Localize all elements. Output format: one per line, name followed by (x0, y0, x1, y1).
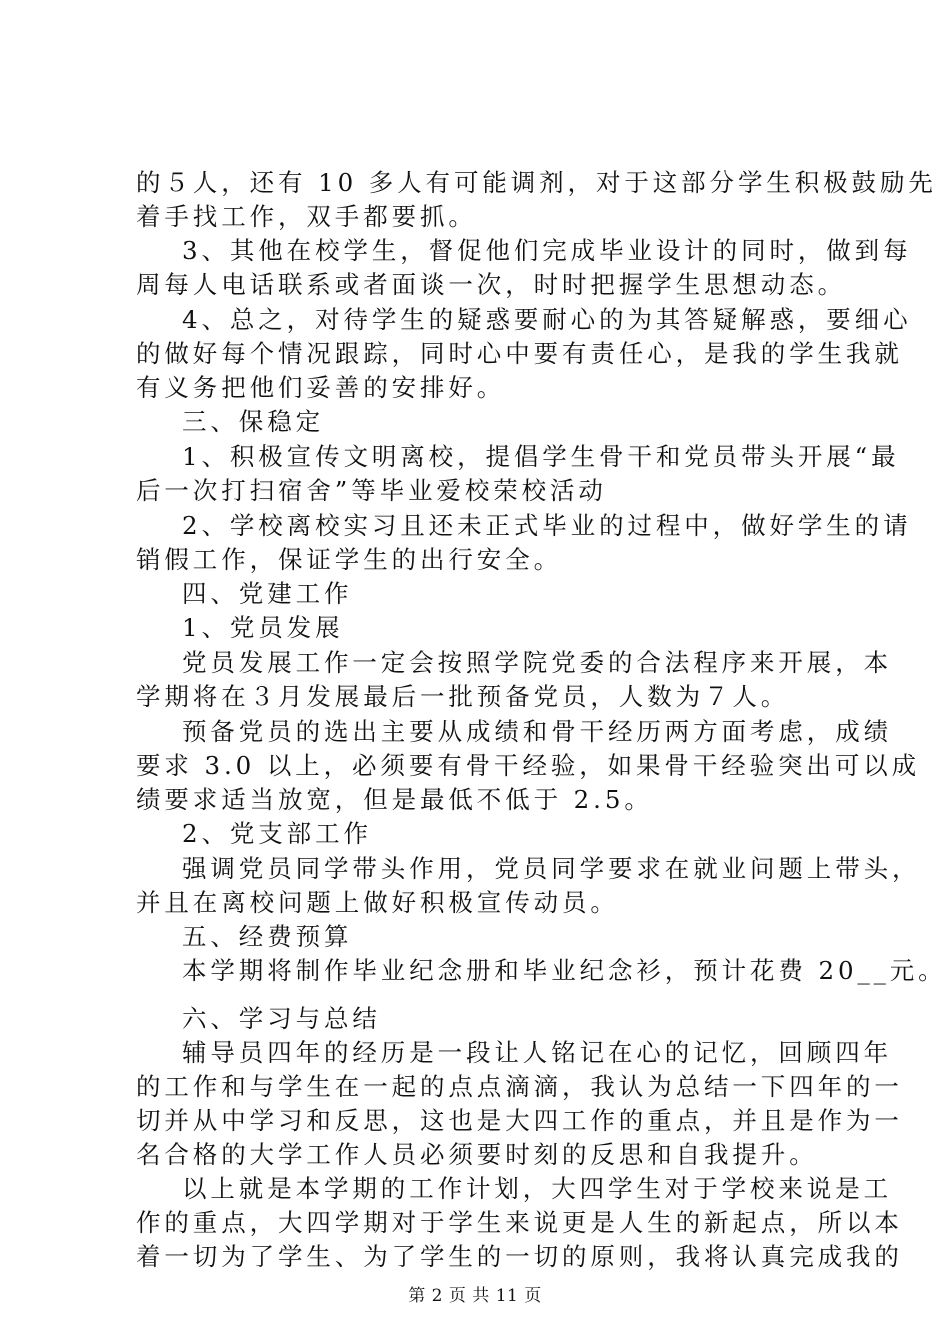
text-line: 的做好每个情况跟踪，同时心中要有责任心，是我的学生我就 (136, 339, 903, 368)
subsection-heading: 1、党员发展 (182, 613, 344, 642)
text-line: 党员发展工作一定会按照学院党委的合法程序来开展，本 (182, 648, 892, 677)
text-line: 绩要求适当放宽，但是最低不低于 2.5。 (136, 785, 653, 814)
text-line: 周每人电话联系或者面谈一次，时时把握学生思想动态。 (136, 270, 846, 299)
text-line: 着手找工作，双手都要抓。 (136, 202, 477, 231)
section-heading: 六、学习与总结 (182, 1004, 381, 1033)
text-line: 3、其他在校学生，督促他们完成毕业设计的同时，做到每 (182, 236, 912, 265)
text-line: 预备党员的选出主要从成绩和骨干经历两方面考虑，成绩 (182, 717, 892, 746)
page-number-footer: 第 2 页 共 11 页 (408, 1286, 542, 1306)
text-line: 2、学校离校实习且还未正式毕业的过程中，做好学生的请 (182, 511, 912, 540)
text-line: 的工作和与学生在一起的点点滴滴，我认为总结一下四年的一 (136, 1072, 903, 1101)
text-line: 强调党员同学带头作用，党员同学要求在就业问题上带头， (182, 854, 921, 883)
text-line: 后一次打扫宿舍”等毕业爱校荣校活动 (136, 476, 607, 505)
text-line: 销假工作，保证学生的出行安全。 (136, 545, 562, 574)
text-line: 学期将在３月发展最后一批预备党员，人数为７人。 (136, 682, 790, 711)
text-line: 以上就是本学期的工作计划，大四学生对于学校来说是工 (182, 1174, 892, 1203)
text-line: 的５人，还有 10 多人有可能调剂，对于这部分学生积极鼓励先 (136, 168, 937, 197)
text-line: 着一切为了学生、为了学生的一切的原则，我将认真完成我的 (136, 1242, 903, 1271)
section-heading: 四、党建工作 (182, 579, 353, 608)
text-line: 有义务把他们妥善的安排好。 (136, 373, 506, 402)
section-heading: 三、保稳定 (182, 407, 324, 436)
text-line: 4、总之，对待学生的疑惑要耐心的为其答疑解惑，要细心 (182, 305, 912, 334)
text-line: 并且在离校问题上做好积极宣传动员。 (136, 888, 619, 917)
text-line: 辅导员四年的经历是一段让人铭记在心的记忆，回顾四年 (182, 1038, 892, 1067)
text-line: 作的重点，大四学期对于学生来说更是人生的新起点，所以本 (136, 1208, 903, 1237)
text-line: 要求 3.0 以上，必须要有骨干经验，如果骨干经验突出可以成 (136, 751, 921, 780)
text-line: 切并从中学习和反思，这也是大四工作的重点，并且是作为一 (136, 1106, 903, 1135)
text-line: 1、积极宣传文明离校，提倡学生骨干和党员带头开展“最 (182, 442, 900, 471)
section-heading: 五、经费预算 (182, 922, 353, 951)
text-line: 本学期将制作毕业纪念册和毕业纪念衫，预计花费 20__元。 (182, 956, 947, 985)
text-line: 名合格的大学工作人员必须要时刻的反思和自我提升。 (136, 1140, 818, 1169)
subsection-heading: 2、党支部工作 (182, 819, 372, 848)
